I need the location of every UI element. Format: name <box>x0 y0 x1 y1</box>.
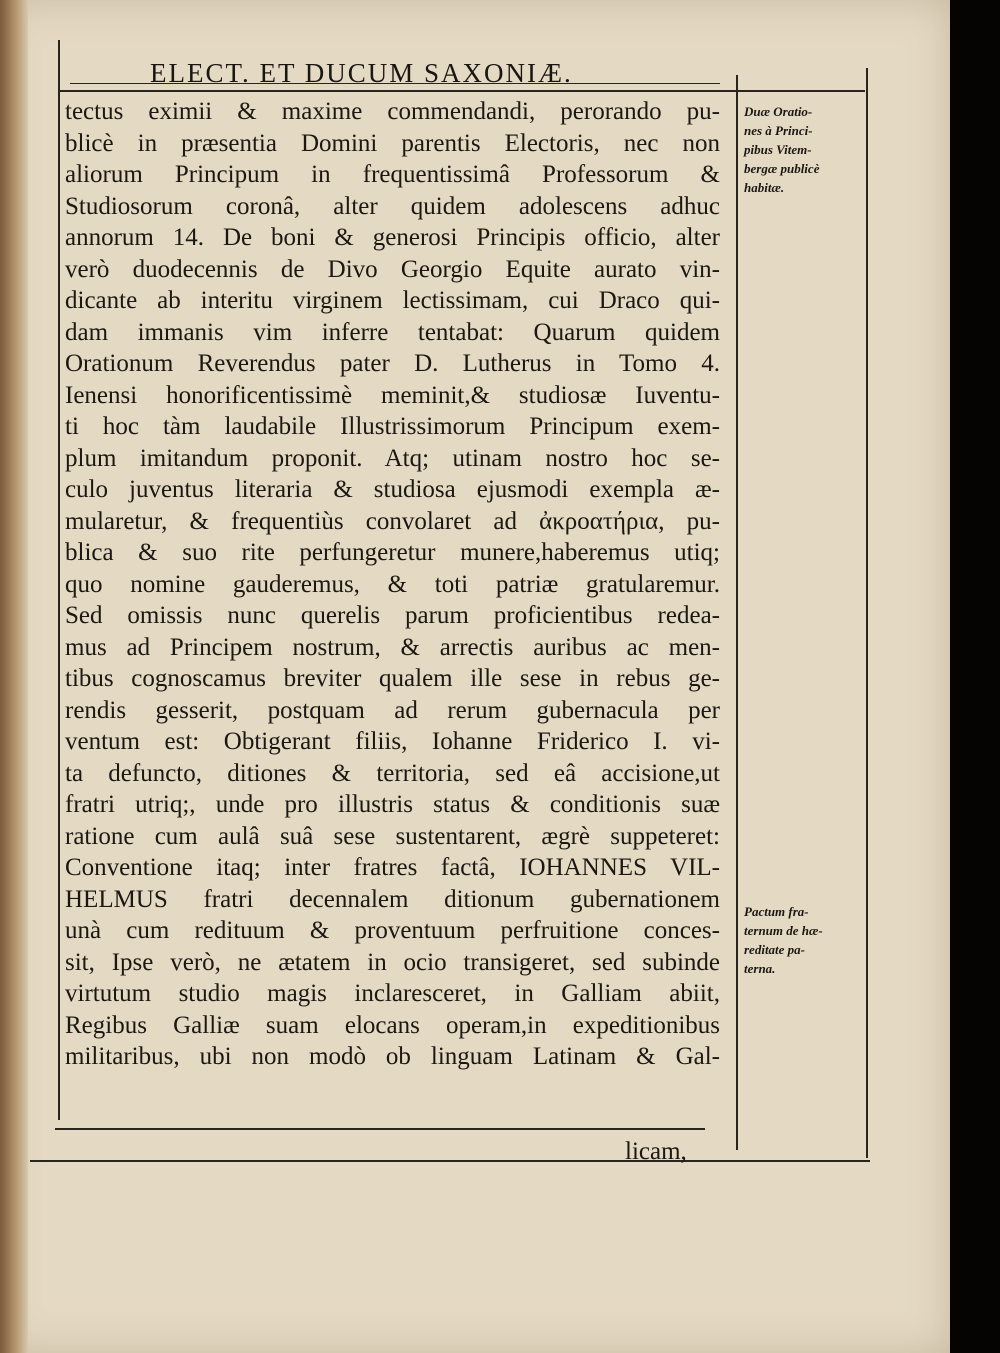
margin-note-line: habitæ. <box>744 180 785 195</box>
left-border <box>58 40 60 1120</box>
footer-rule <box>30 1160 870 1162</box>
text-line: Conventione itaq; inter fratres factâ, IOHANNES VIL- <box>65 854 720 881</box>
text-line: annorum 14. De boni & generosi Principis officio, alter <box>65 224 720 251</box>
text-line: HELMUS fratri decennalem ditionum gubernationem <box>65 885 720 913</box>
text-line: Sed omissis nunc querelis parum proficientibus redea- <box>65 602 720 629</box>
text-line: aliorum Principum in frequentissimâ Professorum & <box>65 161 720 188</box>
text-line: blica & suo rite perfungeretur munere,haberemus utiq; <box>65 539 720 566</box>
margin-note-line: nes à Princi- <box>744 123 813 138</box>
body-text <box>65 96 720 1073</box>
book-spine-edge <box>0 0 28 1353</box>
text-line: mularetur, & frequentiùs convolaret ad ἀκροατήρια, pu- <box>65 507 720 535</box>
text-line: verò duodecennis de Divo Georgio Equite aurato vin- <box>65 255 720 283</box>
text-line: Orationum Reverendus pater D. Lutherus in Tomo 4. <box>65 350 720 377</box>
text-line: rendis gesserit, postquam ad rerum gubernacula per <box>65 696 720 724</box>
margin-note-line: pibus Vitem- <box>744 142 812 157</box>
text-line: ratione cum aulâ suâ sese sustentarent, ægrè suppeteret: <box>65 822 720 850</box>
text-line: virtutum studio magis inclaresceret, in Galliam abiit, <box>65 980 720 1007</box>
text-line: ventum est: Obtigerant filiis, Iohanne Friderico I. vi- <box>65 728 720 755</box>
text-line: militaribus, ubi non modò ob linguam Latinam & Gal- <box>65 1043 720 1070</box>
text-line: Regibus Galliæ suam elocans operam,in expeditionibus <box>65 1011 720 1039</box>
margin-note-pactum <box>744 902 844 978</box>
text-line: ti hoc tàm laudabile Illustrissimorum Principum exem- <box>65 413 720 440</box>
text-line: quo nomine gauderemus, & toti patriæ gratularemur. <box>65 570 720 598</box>
text-line: ta defuncto, ditiones & territoria, sed eâ accisione,ut <box>65 759 720 787</box>
margin-note-line: reditate pa- <box>744 942 806 957</box>
bottom-rule <box>55 1128 705 1130</box>
text-line: dam immanis vim inferre tentabat: Quarum quidem <box>65 318 720 346</box>
margin-note-line: Pactum fra- <box>744 904 809 919</box>
text-line: sit, Ipse verò, ne ætatem in ocio transigeret, sed subinde <box>65 948 720 976</box>
margin-note-line: ternum de hæ- <box>744 923 823 938</box>
text-line: Studiosorum coronâ, alter quidem adolescens adhuc <box>65 192 720 220</box>
margin-note-line: bergæ publicè <box>744 161 820 176</box>
text-line: culo juventus literaria & studiosa ejusmodi exempla æ- <box>65 476 720 503</box>
margin-note-line: Duæ Oratio- <box>744 104 813 119</box>
text-line: blicè in præsentia Domini parentis Electoris, nec non <box>65 129 720 157</box>
column-divider <box>736 75 738 1150</box>
text-line: tibus cognoscamus breviter qualem ille sese in rebus ge- <box>65 665 720 692</box>
text-line: plum imitandum proponit. Atq; utinam nostro hoc se- <box>65 444 720 472</box>
running-head: ELECT. ET DUCUM SAXONIÆ. <box>150 58 573 88</box>
text-line: fratri utriq;, unde pro illustris status & conditionis suæ <box>65 791 720 818</box>
text-line: dicante ab interitu virginem lectissimam, cui Draco qui- <box>65 287 720 314</box>
top-rule <box>60 90 865 92</box>
margin-note-line: terna. <box>744 961 776 976</box>
catchword: licam, <box>625 1138 687 1165</box>
text-line: Ienensi honorificentissimè meminit,& studiosæ Iuventu- <box>65 381 720 409</box>
text-line: mus ad Principem nostrum, & arrectis auribus ac men- <box>65 633 720 661</box>
text-line: unà cum redituum & proventuum perfruitione conces- <box>65 917 720 944</box>
margin-note-orations <box>744 102 844 197</box>
right-border <box>866 68 868 1158</box>
text-line: tectus eximii & maxime commendandi, perorando pu- <box>65 98 720 125</box>
